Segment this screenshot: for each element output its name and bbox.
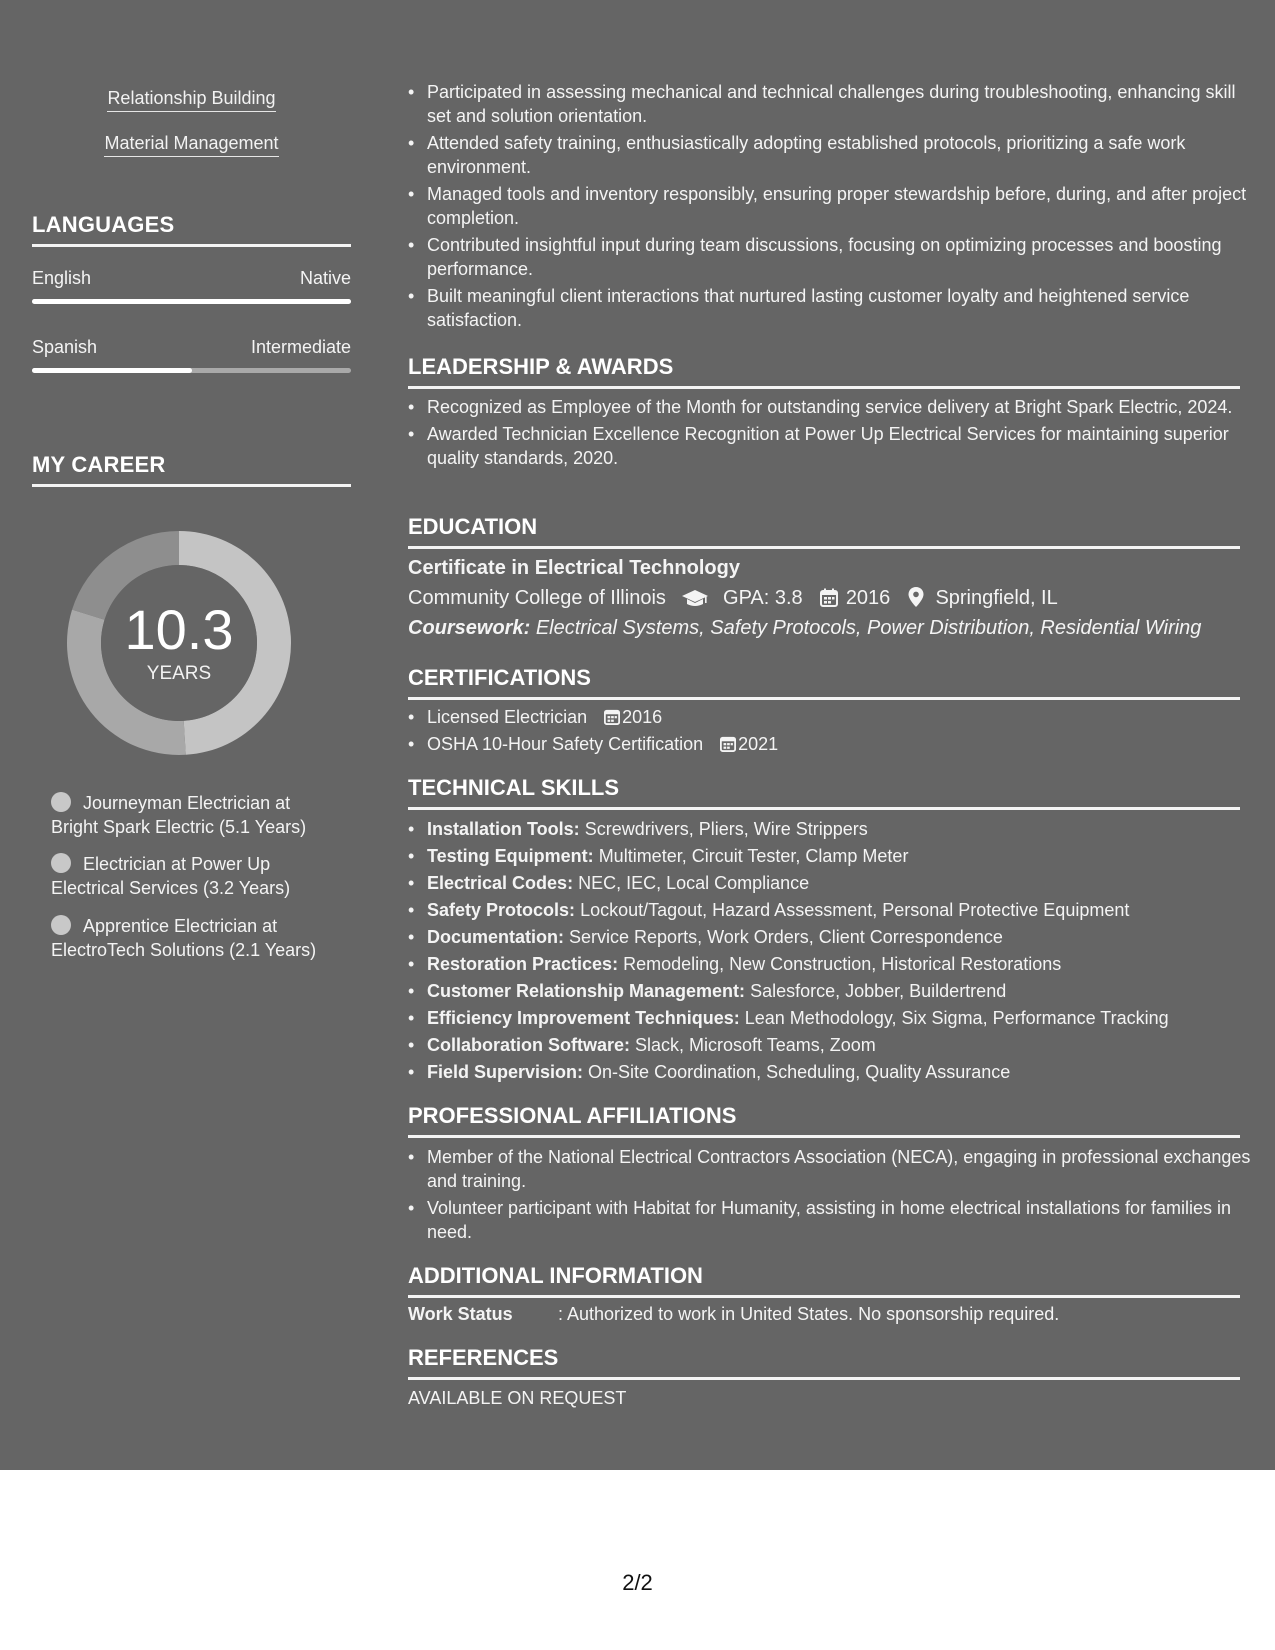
language-level: Native: [299, 268, 351, 288]
technical-skills-list: [408, 817, 1259, 1087]
certifications-list: [408, 705, 1259, 756]
list-item: • Restoration Practices: Remodeling, New Construction, Historical Restorations: [427, 952, 1259, 976]
awards-list: [408, 395, 1259, 473]
certification-name: Licensed Electrician: [427, 707, 588, 727]
location-pin-icon: [908, 587, 924, 607]
work-status-label: Work Status: [408, 1304, 513, 1324]
skill-tag: Relationship Building: [32, 88, 351, 109]
coursework: [408, 617, 1201, 640]
language-name: Spanish: [32, 337, 98, 357]
list-item: • Built meaningful client interactions that nurtured lasting customer loyalty and heightened service satisfaction.: [427, 284, 1259, 332]
list-item: • Member of the National Electrical Contractors Association (NECA), engaging in professional exchanges and training.: [427, 1145, 1259, 1193]
calendar-icon: [720, 735, 736, 752]
career-years-label: YEARS: [146, 663, 212, 684]
graduation-cap-icon: [681, 589, 709, 607]
references-heading: REFERENCES: [408, 1345, 1240, 1380]
list-item: • Awarded Technician Excellence Recognition at Power Up Electrical Services for maintaining superior quality standards, 2020.: [427, 422, 1259, 470]
references-value: AVAILABLE ON REQUEST: [408, 1388, 627, 1408]
list-item: • Testing Equipment: Multimeter, Circuit Tester, Clamp Meter: [427, 844, 1259, 868]
language-name: English: [32, 268, 92, 288]
education-location: Springfield, IL: [935, 587, 1058, 609]
career-legend-item: Apprentice Electrician at ElectroTech Solutions (2.1 Years): [51, 916, 317, 960]
list-item: • Documentation: Service Reports, Work Orders, Client Correspondence: [427, 925, 1259, 949]
language-row: [32, 268, 351, 289]
list-item: [427, 705, 1259, 729]
list-item: • Field Supervision: On-Site Coordination, Scheduling, Quality Assurance: [427, 1060, 1259, 1084]
career-heading: MY CAREER: [32, 452, 351, 487]
career-total-years: 10.3: [124, 598, 234, 661]
language-proficiency-fill: [32, 299, 351, 304]
awards-heading: LEADERSHIP & AWARDS: [408, 354, 1240, 389]
list-item: • Attended safety training, enthusiastically adopting established protocols, prioritizing a safe work environment.: [427, 131, 1259, 179]
degree-title: Certificate in Electrical Technology: [408, 557, 740, 579]
coursework-label: Coursework:: [408, 617, 531, 639]
legend-dot-icon: [51, 915, 71, 935]
list-item: • Installation Tools: Screwdrivers, Pliers, Wire Strippers: [427, 817, 1259, 841]
school-name: Community College of Illinois: [408, 587, 666, 609]
list-item: • Volunteer participant with Habitat for Humanity, assisting in home electrical installations for families in need.: [427, 1196, 1259, 1244]
list-item: • Recognized as Employee of the Month for outstanding service delivery at Bright Spark Electric, 2024.: [427, 395, 1259, 419]
calendar-icon: [604, 708, 620, 725]
certifications-heading: CERTIFICATIONS: [408, 665, 1240, 700]
language-proficiency-fill: [32, 368, 192, 373]
career-legend-item: Electrician at Power Up Electrical Services (3.2 Years): [51, 854, 291, 898]
gpa: GPA: 3.8: [723, 587, 803, 609]
work-status-value: : Authorized to work in United States. No sponsorship required.: [558, 1304, 1060, 1324]
graduation-year: 2016: [845, 587, 891, 609]
list-item: [427, 732, 1259, 756]
legend-dot-icon: [51, 853, 71, 873]
legend-dot-icon: [51, 792, 71, 812]
calendar-icon: [820, 588, 838, 607]
career-legend-item: Journeyman Electrician at Bright Spark Electric (5.1 Years): [51, 793, 307, 837]
education-heading: EDUCATION: [408, 514, 1240, 549]
language-proficiency-bar: [32, 368, 351, 373]
page-number: 2/2: [622, 1570, 653, 1595]
list-item: • Managed tools and inventory responsibly, ensuring proper stewardship before, during, and after project completion.: [427, 182, 1259, 230]
list-item: • Collaboration Software: Slack, Microsoft Teams, Zoom: [427, 1033, 1259, 1057]
certification-year: 2016: [622, 707, 663, 727]
affiliations-heading: PROFESSIONAL AFFILIATIONS: [408, 1103, 1240, 1138]
certification-year: 2021: [738, 734, 779, 754]
list-item: • Customer Relationship Management: Salesforce, Jobber, Buildertrend: [427, 979, 1259, 1003]
language-level: Intermediate: [250, 337, 351, 357]
coursework-value: Electrical Systems, Safety Protocols, Power Distribution, Residential Wiring: [535, 617, 1202, 639]
list-item: • Efficiency Improvement Techniques: Lean Methodology, Six Sigma, Performance Tracking: [427, 1006, 1259, 1030]
list-item: • Participated in assessing mechanical and technical challenges during troubleshooting, enhancing skill set and solution orientation.: [427, 80, 1259, 128]
education-details: [408, 587, 1058, 610]
language-proficiency-bar: [32, 299, 351, 304]
languages-heading: LANGUAGES: [32, 212, 351, 247]
list-item: • Safety Protocols: Lockout/Tagout, Hazard Assessment, Personal Protective Equipment: [427, 898, 1259, 922]
technical-skills-heading: TECHNICAL SKILLS: [408, 775, 1240, 810]
list-item: • Contributed insightful input during team discussions, focusing on optimizing processes and boosting performance.: [427, 233, 1259, 281]
additional-info-heading: ADDITIONAL INFORMATION: [408, 1263, 1240, 1298]
affiliations-list: [408, 1145, 1259, 1247]
list-item: • Electrical Codes: NEC, IEC, Local Compliance: [427, 871, 1259, 895]
language-row: [32, 337, 351, 358]
skill-tag: Material Management: [32, 133, 351, 154]
certification-name: OSHA 10-Hour Safety Certification: [427, 734, 704, 754]
experience-bullets: [408, 80, 1259, 335]
